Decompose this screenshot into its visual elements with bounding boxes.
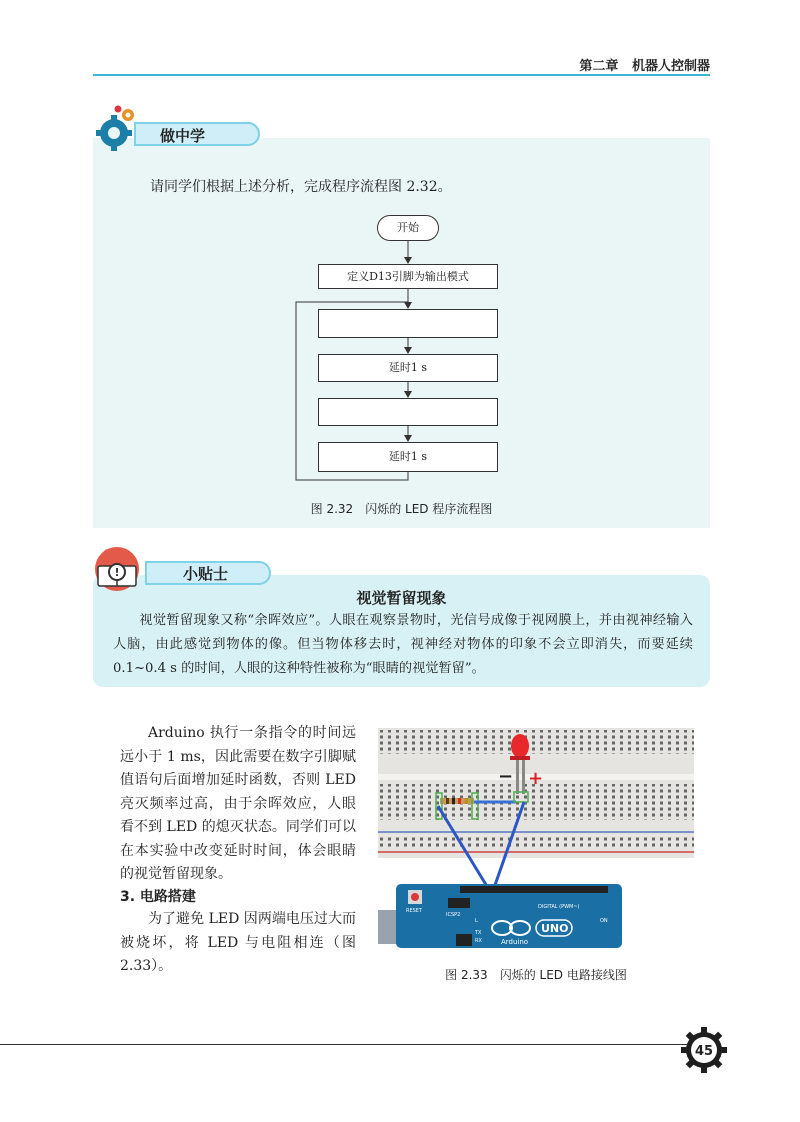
reset-label: RESET [406, 908, 423, 914]
digital-label: DIGITAL (PWM~) [538, 904, 580, 910]
figure-caption-2-33: 图 2.33 闪烁的 LED 电路接线图 [445, 968, 627, 982]
minus-sign: − [498, 766, 514, 787]
page-number: 45 [694, 1044, 714, 1059]
do-learn-tag: 做中学 [134, 122, 260, 146]
header-divider [93, 74, 710, 76]
body-paragraph-2: 为了避免 LED 因两端电压过大而被烧坏，将 LED 与电阻相连（图 2.33）。 [120, 911, 356, 974]
plus-sign: + [528, 768, 544, 789]
chapter-number: 第二章 [579, 59, 619, 74]
on-label: ON [600, 918, 608, 924]
page-number-gear-icon [680, 1026, 728, 1074]
flowchart-start: 开始 [377, 215, 439, 241]
flowchart-step-5: 延时1 s [318, 442, 498, 472]
section-heading: 3. 电路搭建 [120, 889, 196, 905]
tip-text: 视觉暂留现象又称“余晖效应”。人眼在观察景物时，光信号成像于视网膜上，并由视神经输入人脑，由此感觉到物体的像。但当物体移去时，视神经对物体的印象不会立即消失，而要延续 0.1~0.4 s 的时间，人眼的这种特性被称为“眼睛的视觉暂留”。 [113, 613, 693, 676]
icsp-label: ICSP2 [446, 912, 461, 918]
arduino-uno-board [378, 884, 622, 948]
svg-text:?: ? [104, 549, 109, 559]
flowchart-step-4-blank [318, 398, 498, 426]
do-learn-intro: 请同学们根据上述分析，完成程序流程图 2.32。 [150, 179, 452, 195]
figure-caption-2-32: 图 2.32 闪烁的 LED 程序流程图 [310, 502, 493, 516]
l-label: L [475, 918, 478, 924]
flowchart-step-3: 延时1 s [318, 354, 498, 382]
flowchart-step-1: 定义D13引脚为输出模式 [318, 264, 498, 289]
chapter-title: 机器人控制器 [631, 59, 710, 74]
flowchart-step-2-blank [318, 309, 498, 338]
rx-label: RX [475, 938, 482, 944]
board-name: UNO [541, 922, 569, 935]
running-header [579, 55, 710, 74]
gear-icon [92, 103, 142, 153]
tip-tag: 小贴士 [145, 561, 271, 585]
body-paragraph-1: Arduino 执行一条指令的时间远远小于 1 ms，因此需要在数字引脚赋值语句后面增加延时函数，否则 LED 亮灭频率过高，由于余晖效应，人眼看不到 LED 的熄灭状态。同学们可以在本实验中改变延时时间，体会眼睛的视觉暂留现象。 [120, 725, 356, 882]
svg-text:!: ! [114, 566, 120, 579]
brand-label: Arduino [501, 938, 529, 946]
footer-divider [0, 1044, 690, 1045]
tip-title: 视觉暂留现象 [356, 589, 447, 607]
circuit-wiring-figure [378, 728, 694, 952]
tx-label: TX [475, 930, 482, 936]
